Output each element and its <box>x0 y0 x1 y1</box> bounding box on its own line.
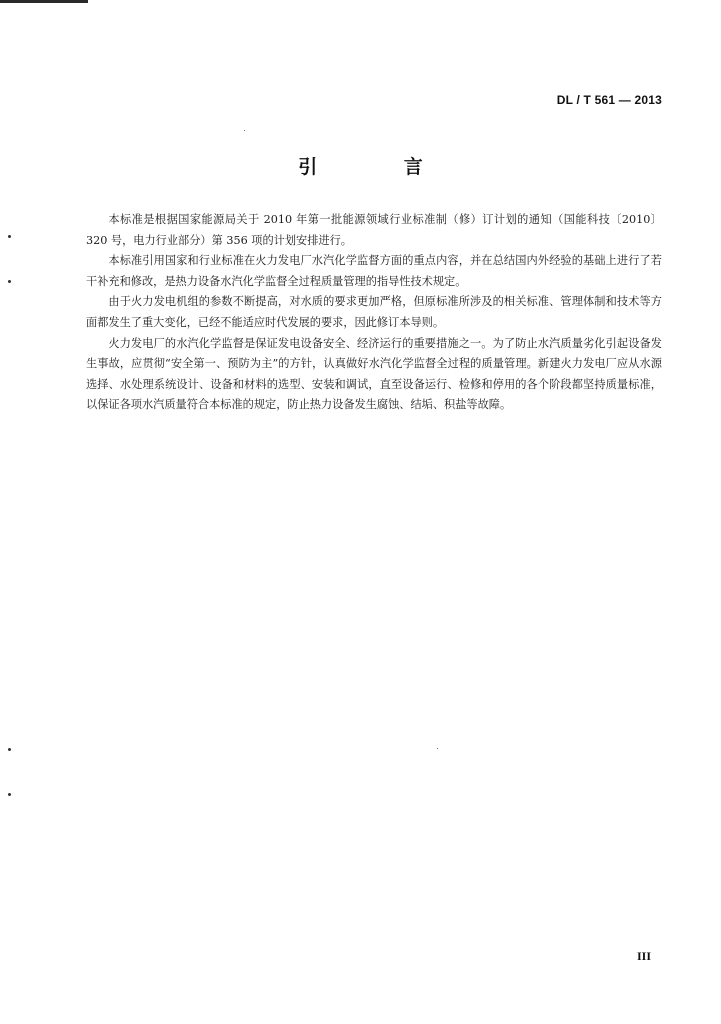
paragraph-1: 本标准是根据国家能源局关于 2010 年第一批能源领域行业标准制（修）订计划的通知（国能科技〔2010〕320 号，电力行业部分）第 356 项的计划安排进行。 <box>86 213 662 247</box>
body-text <box>86 210 662 416</box>
paragraph-4: 火力发电厂的水汽化学监督是保证发电设备安全、经济运行的重要措施之一。为了防止水汽质量劣化引起设备发生事故，应贯彻“安全第一、预防为主”的方针，认真做好水汽化学监督全过程的质量管理。新建火力发电厂应从水源选择、水处理系统设计、设备和材料的选型、安装和调试，直至设备运行、检修和停用的各个阶段都坚持质量标准，以保证各项水汽质量符合本标准的规定，防止热力设备发生腐蚀、结垢、积盐等故障。 <box>86 336 662 412</box>
scan-speck <box>8 793 11 796</box>
scan-speck <box>8 748 11 751</box>
scan-speck <box>8 235 11 238</box>
page-number: III <box>636 949 651 963</box>
page-title: 引 言 <box>298 156 463 178</box>
scan-dot <box>244 130 245 131</box>
paragraph-3: 由于火力发电机组的参数不断提高，对水质的要求更加严格，但原标准所涉及的相关标准、管理体制和技术等方面都发生了重大变化，已经不能适应时代发展的要求，因此修订本导则。 <box>86 295 662 329</box>
scan-speck <box>8 280 11 283</box>
standard-number: DL / T 561 — 2013 <box>556 93 662 107</box>
scan-dot <box>437 748 438 749</box>
paragraph-2: 本标准引用国家和行业标准在火力发电厂水汽化学监督方面的重点内容，并在总结国内外经验的基础上进行了若干补充和修改，是热力设备水汽化学监督全过程质量管理的指导性技术规定。 <box>86 254 662 288</box>
scan-edge-mark <box>0 0 88 3</box>
